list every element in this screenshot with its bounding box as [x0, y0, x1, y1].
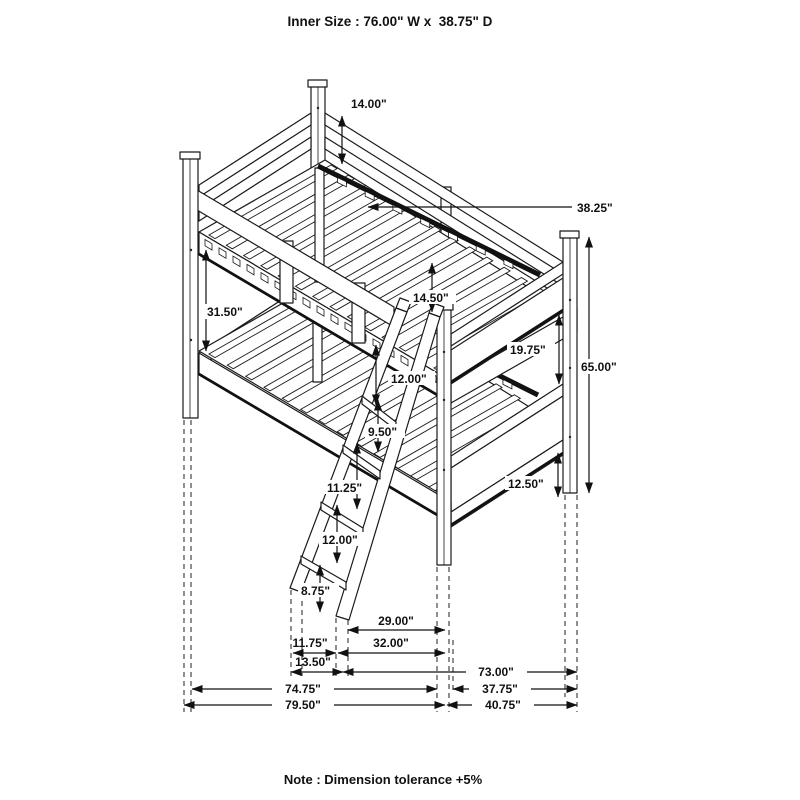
dim-label-rung-gap-top: 9.50": [368, 425, 398, 439]
dim-label-ladder-out-to-post: 32.00": [373, 636, 409, 650]
right-post: [560, 231, 579, 493]
dim-label-guard-above-post: 14.50": [413, 291, 449, 305]
dim-label-bunk-clearance: 31.50": [207, 305, 243, 319]
dim-label-inner-depth: 37.75": [482, 682, 518, 696]
dim-label-outer-length: 79.50": [285, 698, 321, 712]
dim-label-rung-to-floor: 8.75": [301, 584, 331, 598]
tolerance-note: Note : Dimension tolerance +5%: [283, 772, 483, 787]
dim-label-inner-length: 74.75": [285, 682, 321, 696]
inner-size-title: Inner Size : 76.00" W x 38.75" D: [287, 14, 493, 29]
dim-label-ladder-feet-gap: 11.75": [292, 636, 328, 650]
dim-label-rail-to-rung: 12.00": [391, 372, 427, 386]
dim-label-total-height: 65.00": [581, 360, 617, 374]
dim-label-rung-gap-low: 12.00": [322, 533, 358, 547]
dim-label-rung-gap-mid: 11.25": [327, 481, 363, 495]
dim-label-foot-gap: 19.75": [510, 343, 546, 357]
dim-label-ladder-footprint: 13.50": [295, 655, 331, 669]
front-post: [434, 303, 453, 565]
dim-label-slat-rail-depth: 38.25": [577, 201, 613, 215]
dim-label-ladder-to-post: 29.00": [378, 614, 414, 628]
dim-label-guardrail-height: 14.00": [351, 97, 387, 111]
dim-label-outer-depth: 40.75": [485, 698, 521, 712]
dim-label-ladder-to-end: 73.00": [478, 665, 514, 679]
left-post: [180, 152, 200, 418]
dim-label-foot-clearance: 12.50": [508, 477, 544, 491]
